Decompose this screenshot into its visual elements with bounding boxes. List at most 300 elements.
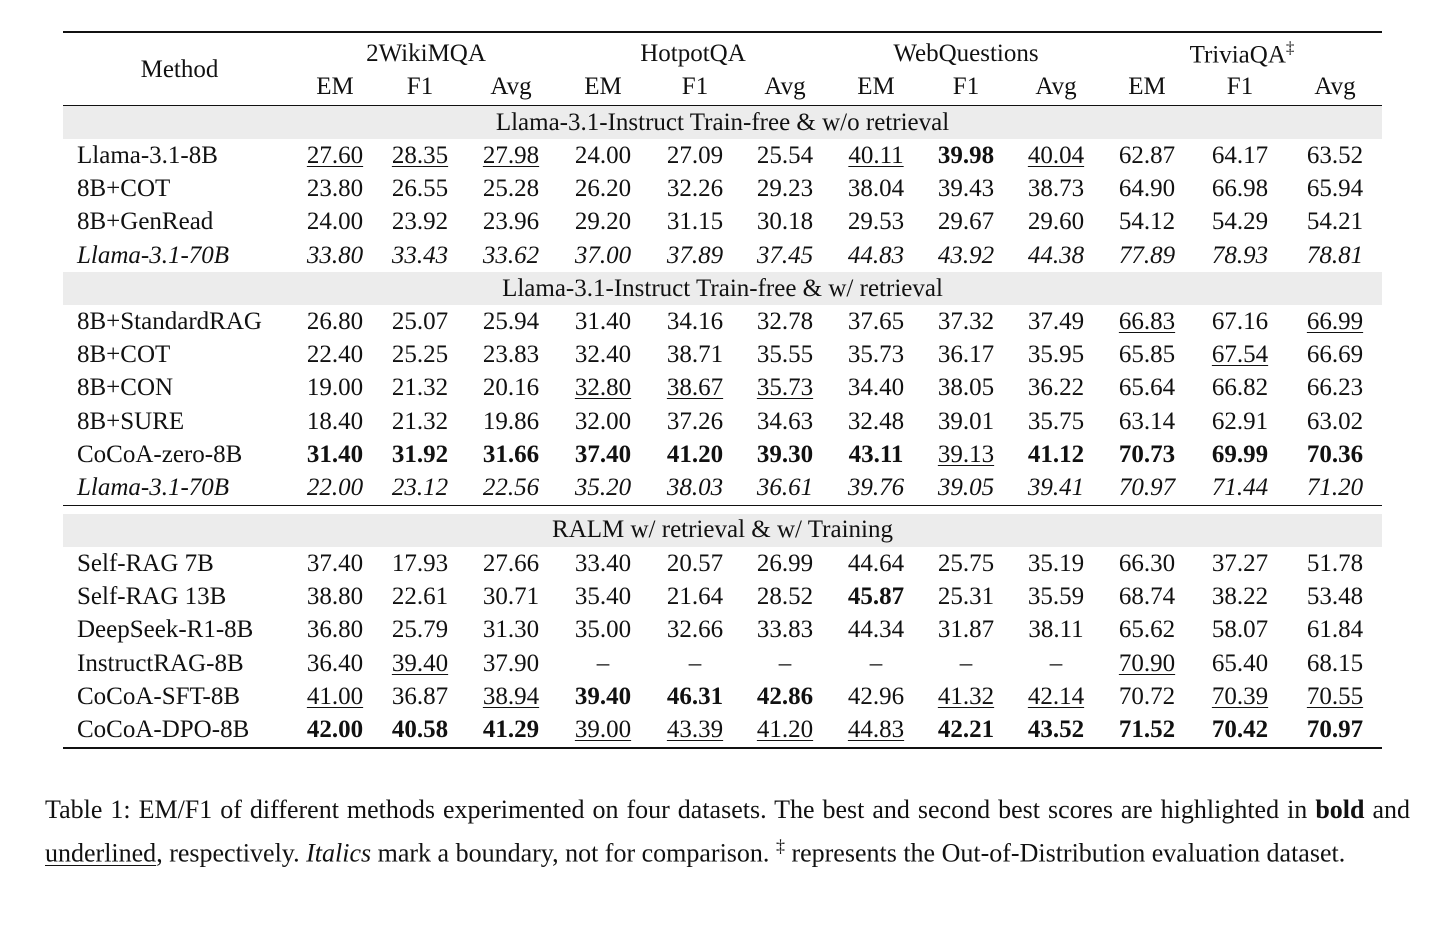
score-value: 34.16	[666, 307, 724, 335]
score-value: 17.93	[391, 549, 449, 577]
score-value: 40.11	[848, 141, 904, 169]
score-cell	[830, 338, 922, 371]
score-value: 35.19	[1027, 549, 1085, 577]
score-value: 31.87	[937, 616, 995, 644]
section-header-row	[63, 106, 1382, 140]
score-cell	[922, 239, 1010, 272]
ood-dagger-mark: ‡	[1285, 38, 1295, 58]
score-cell	[740, 580, 830, 613]
score-value: 26.80	[306, 307, 364, 335]
score-value: 37.32	[937, 307, 995, 335]
metric-header: EM	[584, 73, 622, 100]
score-cell	[650, 713, 740, 747]
score-cell	[556, 405, 650, 438]
score-value: 37.49	[1027, 307, 1085, 335]
score-cell	[1102, 239, 1192, 272]
table-row	[63, 172, 1382, 205]
score-cell	[466, 206, 556, 239]
score-value: 39.00	[574, 716, 632, 744]
score-value: 38.73	[1027, 174, 1085, 202]
score-cell	[1102, 614, 1192, 647]
caption-underlined-word: underlined	[45, 838, 157, 868]
score-cell	[556, 338, 650, 371]
score-cell	[556, 472, 650, 506]
score-value: 63.02	[1306, 407, 1364, 435]
score-value: 31.40	[574, 307, 632, 335]
method-name: 8B+GenRead	[77, 208, 214, 236]
score-cell	[1102, 172, 1192, 205]
score-value: 67.54	[1211, 341, 1269, 369]
score-cell	[1192, 338, 1288, 371]
score-cell	[650, 305, 740, 338]
method-name: Llama-3.1-70B	[77, 241, 230, 269]
score-value: 42.96	[847, 682, 905, 710]
score-value: 21.32	[391, 407, 449, 435]
method-name: Self-RAG 13B	[77, 582, 227, 610]
score-cell	[466, 438, 556, 471]
score-value: 39.76	[847, 474, 905, 502]
metric-header: F1	[952, 73, 980, 100]
score-cell	[374, 172, 466, 205]
score-value: 21.64	[666, 582, 724, 610]
method-name: DeepSeek-R1-8B	[77, 616, 254, 644]
score-cell	[740, 647, 830, 680]
score-cell	[650, 680, 740, 713]
score-cell	[1010, 305, 1102, 338]
score-value: 39.13	[937, 441, 995, 469]
score-cell	[1192, 680, 1288, 713]
score-cell	[556, 680, 650, 713]
score-cell	[922, 680, 1010, 713]
score-cell	[1288, 206, 1382, 239]
table-row	[63, 372, 1382, 405]
score-value: 35.95	[1027, 341, 1085, 369]
score-value: 68.15	[1306, 649, 1364, 677]
score-value: 37.89	[666, 241, 724, 269]
score-value: 66.82	[1211, 374, 1269, 402]
score-cell	[922, 547, 1010, 580]
caption-italics-word: Italics	[306, 838, 372, 868]
score-value: 32.48	[847, 407, 905, 435]
table-row	[63, 614, 1382, 647]
score-cell	[1192, 614, 1288, 647]
score-value: 78.81	[1306, 241, 1364, 269]
score-cell	[1288, 680, 1382, 713]
score-cell	[1288, 338, 1382, 371]
score-cell	[830, 305, 922, 338]
score-value: 23.83	[482, 341, 540, 369]
caption-text: Table 1: EM/F1 of different methods experimented on four datasets. The best and second best scores are highlighted in	[45, 795, 1316, 824]
score-cell	[830, 680, 922, 713]
score-cell	[1102, 206, 1192, 239]
score-cell	[556, 438, 650, 471]
metric-header: F1	[406, 73, 434, 100]
score-cell	[1102, 405, 1192, 438]
score-cell	[1192, 305, 1288, 338]
score-cell	[556, 547, 650, 580]
score-value: 41.20	[666, 441, 724, 469]
score-cell	[1102, 647, 1192, 680]
score-cell	[296, 438, 374, 471]
score-value: 33.43	[391, 241, 449, 269]
score-value: 35.00	[574, 616, 632, 644]
score-value: 25.28	[482, 174, 540, 202]
score-cell	[740, 172, 830, 205]
score-cell	[296, 372, 374, 405]
score-value: –	[869, 649, 883, 677]
score-value: 29.60	[1027, 208, 1085, 236]
score-value: 31.40	[306, 441, 364, 469]
score-value: 35.40	[574, 582, 632, 610]
score-cell	[1010, 547, 1102, 580]
score-value: 41.00	[306, 682, 364, 710]
score-cell	[556, 713, 650, 747]
score-cell	[556, 647, 650, 680]
score-cell	[556, 372, 650, 405]
score-value: 42.86	[756, 682, 814, 710]
score-cell	[466, 372, 556, 405]
score-value: 35.73	[847, 341, 905, 369]
score-cell	[650, 547, 740, 580]
score-cell	[374, 580, 466, 613]
score-value: 78.93	[1211, 241, 1269, 269]
score-value: 70.97	[1306, 716, 1364, 744]
score-value: 31.30	[482, 616, 540, 644]
metric-header: F1	[1226, 73, 1254, 100]
score-cell	[466, 305, 556, 338]
table-row	[63, 580, 1382, 613]
score-cell	[296, 305, 374, 338]
score-cell	[1288, 547, 1382, 580]
score-value: 65.40	[1211, 649, 1269, 677]
score-cell	[740, 305, 830, 338]
score-cell	[1288, 139, 1382, 172]
dataset-header: WebQuestions	[893, 40, 1039, 67]
score-value: 27.09	[666, 141, 724, 169]
score-cell	[1192, 372, 1288, 405]
score-value: 65.85	[1118, 341, 1176, 369]
score-value: 38.94	[482, 682, 540, 710]
score-value: 25.79	[391, 616, 449, 644]
metric-header: F1	[681, 73, 709, 100]
score-cell	[1010, 372, 1102, 405]
score-value: 19.86	[482, 407, 540, 435]
score-cell	[740, 239, 830, 272]
score-value: 32.00	[574, 407, 632, 435]
score-cell	[466, 172, 556, 205]
score-cell	[466, 338, 556, 371]
score-cell	[922, 438, 1010, 471]
score-value: 23.80	[306, 174, 364, 202]
table-row	[63, 472, 1382, 506]
score-value: 36.40	[306, 649, 364, 677]
score-cell	[1102, 713, 1192, 747]
score-cell	[830, 206, 922, 239]
score-cell	[466, 139, 556, 172]
score-value: 23.12	[391, 474, 449, 502]
dataset-header: 2WikiMQA	[366, 40, 486, 67]
score-cell	[374, 680, 466, 713]
score-value: 35.55	[756, 341, 814, 369]
section-header-row	[63, 514, 1382, 547]
score-value: 25.31	[937, 582, 995, 610]
score-cell	[556, 239, 650, 272]
score-value: 34.63	[756, 407, 814, 435]
score-value: 68.74	[1118, 582, 1176, 610]
score-cell	[1192, 405, 1288, 438]
score-value: 38.11	[1028, 616, 1084, 644]
score-value: 54.12	[1118, 208, 1176, 236]
score-value: 41.32	[937, 682, 995, 710]
table-caption	[45, 792, 1410, 872]
score-cell	[1010, 172, 1102, 205]
score-value: –	[688, 649, 702, 677]
score-cell	[296, 713, 374, 747]
dataset-header-row	[63, 32, 1382, 73]
score-value: 36.22	[1027, 374, 1085, 402]
score-cell	[1288, 713, 1382, 747]
score-value: 43.92	[937, 241, 995, 269]
score-cell	[740, 680, 830, 713]
score-value: 32.26	[666, 174, 724, 202]
score-cell	[1192, 647, 1288, 680]
score-cell	[922, 472, 1010, 506]
score-value: 62.87	[1118, 141, 1176, 169]
score-cell	[650, 438, 740, 471]
score-cell	[1010, 438, 1102, 471]
score-value: 25.94	[482, 307, 540, 335]
table-row	[63, 713, 1382, 747]
score-value: 38.22	[1211, 582, 1269, 610]
score-cell	[374, 206, 466, 239]
score-value: 70.73	[1118, 441, 1176, 469]
score-cell	[1288, 647, 1382, 680]
score-value: 66.69	[1306, 341, 1364, 369]
score-cell	[374, 139, 466, 172]
score-value: 21.32	[391, 374, 449, 402]
score-value: 77.89	[1118, 241, 1176, 269]
score-cell	[830, 372, 922, 405]
score-cell	[1288, 438, 1382, 471]
score-value: 32.66	[666, 616, 724, 644]
score-value: 36.17	[937, 341, 995, 369]
dataset-header-ood	[1102, 32, 1382, 73]
score-value: 32.80	[574, 374, 632, 402]
table-row	[63, 338, 1382, 371]
score-value: 37.40	[574, 441, 632, 469]
score-value: 20.16	[482, 374, 540, 402]
score-cell	[1010, 405, 1102, 438]
method-name: 8B+COT	[77, 174, 171, 202]
score-value: 32.78	[756, 307, 814, 335]
score-value: 41.20	[756, 716, 814, 744]
score-cell	[296, 647, 374, 680]
score-value: 38.03	[666, 474, 724, 502]
score-value: 70.55	[1306, 682, 1364, 710]
score-value: 70.36	[1306, 441, 1364, 469]
score-cell	[1010, 580, 1102, 613]
section-title: Llama-3.1-Instruct Train-free & w/o retrieval	[63, 106, 1382, 140]
score-cell	[1288, 305, 1382, 338]
score-value: 39.30	[756, 441, 814, 469]
score-value: 39.05	[937, 474, 995, 502]
score-value: 22.00	[306, 474, 364, 502]
score-cell	[1102, 547, 1192, 580]
caption-text: , respectively.	[156, 838, 307, 868]
score-value: 31.66	[482, 441, 540, 469]
method-name: InstructRAG-8B	[77, 649, 244, 677]
score-cell	[1192, 139, 1288, 172]
score-cell	[922, 338, 1010, 371]
score-value: 39.40	[574, 682, 632, 710]
score-value: 19.00	[306, 374, 364, 402]
score-cell	[830, 438, 922, 471]
score-value: 28.35	[391, 141, 449, 169]
score-cell	[830, 172, 922, 205]
score-cell	[296, 139, 374, 172]
score-cell	[466, 647, 556, 680]
score-cell	[296, 547, 374, 580]
score-value: 25.54	[756, 141, 814, 169]
score-cell	[374, 405, 466, 438]
score-cell	[1288, 405, 1382, 438]
score-value: 70.90	[1118, 649, 1176, 677]
score-cell	[830, 405, 922, 438]
score-cell	[922, 580, 1010, 613]
score-cell	[922, 614, 1010, 647]
score-cell	[650, 580, 740, 613]
section-header-row	[63, 272, 1382, 305]
score-cell	[556, 139, 650, 172]
score-cell	[296, 680, 374, 713]
score-cell	[1192, 472, 1288, 506]
score-value: 71.44	[1211, 474, 1269, 502]
method-name: 8B+SURE	[77, 407, 185, 435]
score-cell	[922, 172, 1010, 205]
score-value: 37.26	[666, 407, 724, 435]
score-value: 37.00	[574, 241, 632, 269]
metric-header: EM	[857, 73, 895, 100]
score-value: –	[778, 649, 792, 677]
score-value: 65.64	[1118, 374, 1176, 402]
score-value: 42.14	[1027, 682, 1085, 710]
score-value: 33.83	[756, 616, 814, 644]
score-value: 31.92	[391, 441, 449, 469]
score-value: 36.80	[306, 616, 364, 644]
table-row	[63, 647, 1382, 680]
score-cell	[830, 614, 922, 647]
score-value: 69.99	[1211, 441, 1269, 469]
score-value: 54.29	[1211, 208, 1269, 236]
score-cell	[1010, 239, 1102, 272]
score-cell	[1102, 472, 1192, 506]
score-cell	[1010, 206, 1102, 239]
score-value: 35.59	[1027, 582, 1085, 610]
score-value: 39.41	[1027, 474, 1085, 502]
score-value: 39.43	[937, 174, 995, 202]
score-cell	[374, 438, 466, 471]
score-cell	[296, 172, 374, 205]
score-value: 44.34	[847, 616, 905, 644]
score-value: 35.20	[574, 474, 632, 502]
score-value: 71.20	[1306, 474, 1364, 502]
score-cell	[1192, 206, 1288, 239]
score-value: 36.61	[756, 474, 814, 502]
score-cell	[466, 614, 556, 647]
score-cell	[374, 472, 466, 506]
score-cell	[466, 547, 556, 580]
score-cell	[1192, 580, 1288, 613]
score-cell	[556, 172, 650, 205]
score-cell	[1102, 580, 1192, 613]
score-value: 38.04	[847, 174, 905, 202]
score-cell	[1288, 372, 1382, 405]
score-value: 54.21	[1306, 208, 1364, 236]
method-name: 8B+CON	[77, 374, 174, 402]
score-value: 22.61	[391, 582, 449, 610]
score-cell	[830, 547, 922, 580]
score-cell	[556, 305, 650, 338]
score-value: 38.67	[666, 374, 724, 402]
table-row	[63, 405, 1382, 438]
score-value: 24.00	[306, 208, 364, 236]
score-cell	[556, 206, 650, 239]
score-value: 31.15	[666, 208, 724, 236]
score-value: 39.98	[937, 141, 995, 169]
score-cell	[650, 172, 740, 205]
metric-header: Avg	[764, 73, 806, 100]
results-table	[63, 31, 1382, 749]
score-cell	[650, 405, 740, 438]
score-value: 25.75	[937, 549, 995, 577]
section-title: RALM w/ retrieval & w/ Training	[63, 514, 1382, 547]
score-cell	[740, 547, 830, 580]
metric-header: Avg	[1314, 73, 1356, 100]
score-value: 23.96	[482, 208, 540, 236]
score-value: 44.83	[847, 241, 905, 269]
score-cell	[296, 580, 374, 613]
score-cell	[650, 372, 740, 405]
score-cell	[740, 405, 830, 438]
score-cell	[374, 338, 466, 371]
score-cell	[1010, 647, 1102, 680]
score-value: 37.27	[1211, 549, 1269, 577]
dataset-header: HotpotQA	[640, 40, 746, 67]
score-value: 27.66	[482, 549, 540, 577]
score-cell	[922, 647, 1010, 680]
method-name: 8B+StandardRAG	[77, 307, 262, 335]
score-value: 36.87	[391, 682, 449, 710]
score-cell	[650, 338, 740, 371]
score-cell	[830, 580, 922, 613]
score-value: 34.40	[847, 374, 905, 402]
score-value: 25.07	[391, 307, 449, 335]
score-cell	[650, 239, 740, 272]
score-value: 33.40	[574, 549, 632, 577]
table-row	[63, 139, 1382, 172]
caption-text: and	[1364, 795, 1410, 824]
table-row	[63, 547, 1382, 580]
score-cell	[1192, 172, 1288, 205]
score-cell	[740, 139, 830, 172]
score-cell	[1288, 580, 1382, 613]
score-cell	[1288, 239, 1382, 272]
score-cell	[374, 372, 466, 405]
score-value: 44.38	[1027, 241, 1085, 269]
method-name: Llama-3.1-8B	[77, 141, 218, 169]
metric-header: Avg	[490, 73, 532, 100]
score-cell	[556, 580, 650, 613]
